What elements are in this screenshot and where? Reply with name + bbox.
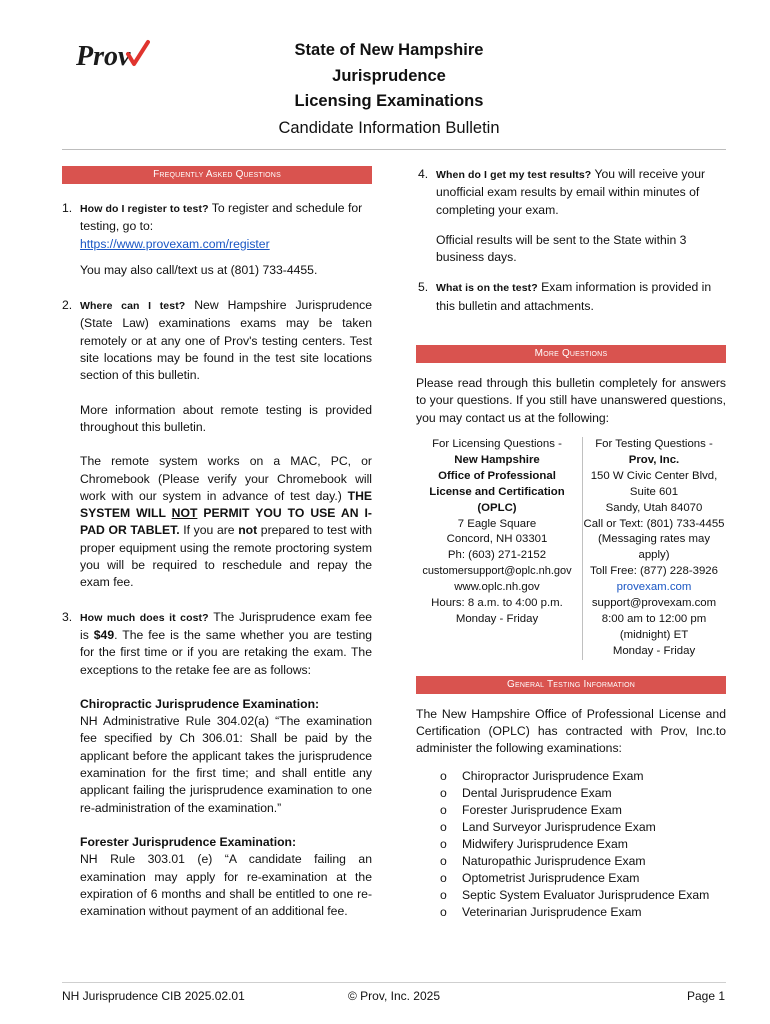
register-link[interactable]: https://www.provexam.com/register xyxy=(80,236,270,251)
exam-name: Chiropractor Jurisprudence Exam xyxy=(462,768,644,783)
faq-answer: You will receive your unofficial exam results by email within minutes of completing your exam. xyxy=(436,167,706,217)
support-email-link[interactable]: support@provexam.com xyxy=(591,597,717,610)
document-title xyxy=(200,38,578,141)
exam-list-item xyxy=(416,904,726,921)
logo-check-icon xyxy=(128,42,148,64)
exam-name: Dental Jurisprudence Exam xyxy=(462,785,612,800)
bullet-icon: o xyxy=(440,768,447,783)
exam-name: Veterinarian Jurisprudence Exam xyxy=(462,905,642,920)
forester-heading: Forester Jurisprudence Examination: xyxy=(80,834,297,849)
faq-number: 3. xyxy=(62,609,73,624)
exam-fee: $49 xyxy=(93,627,115,642)
faq-number: 5. xyxy=(418,280,429,295)
faq-answer: To register and schedule for testing, go to: xyxy=(80,201,363,234)
chiro-heading: Chiropractic Jurisprudence Examination: xyxy=(80,696,320,711)
exam-name: Midwifery Jurisprudence Exam xyxy=(462,836,628,851)
exam-name: Naturopathic Jurisprudence Exam xyxy=(462,854,646,869)
faq-question: When do I get my test results? xyxy=(436,169,592,181)
faq-question: How much does it cost? xyxy=(80,611,209,624)
prov-logo xyxy=(76,38,150,72)
exam-list-item xyxy=(416,887,726,904)
remote-system-paragraph: The remote system works on a MAC, PC, or Chromebook (Please verify your Chromebook will work with our system in advance of test day.) THE SYSTEM WILL NOT PERMIT YOU TO USE AN I-PAD OR TABLET. If you are not prepared to test with proper equipment using the remote proctoring system you will be required to reschedule and repay the exam fee. xyxy=(80,454,372,590)
faq-item-3: 3. How much does it cost? The Jurisprudence exam fee is $49. The fee is the same whether you are testing for the first time or if you are retaking the exam. The exceptions to the retake fee are as follows: Chiropractic Jurisprudence Examination: NH Administrative Rule 304.02(a) “The examination fee specified by Ch 306.01: Shall be paid by the applicant before the applicant takes the jurisprudence examination for the first time; and shall entitle any applicant failing the jurisprudence examination to one re-administration of the examination.” Forester Jurisprudence Examination: NH Rule 303.01 (e) “A candidate failing an examination may apply for re-examination at the expiration of 6 months and shall be entitled to one re-examination without payment of an additional fee. xyxy=(62,609,372,921)
exam-list-item xyxy=(416,819,726,836)
general-info-banner: General Testing Information xyxy=(416,676,726,694)
faq-number: 1. xyxy=(62,201,73,215)
faq-item-1 xyxy=(62,200,372,253)
exam-name: Forester Jurisprudence Exam xyxy=(462,802,622,817)
exam-list-item xyxy=(416,870,726,887)
exam-name: Land Surveyor Jurisprudence Exam xyxy=(462,819,656,834)
faq-answer: Exam information is provided in this bulletin and attachments. xyxy=(436,280,712,313)
forester-rule-text: NH Rule 303.01 (e) “A candidate failing an examination may apply for re-examination at the expiration of 6 months and shall be entitled to one re-examination without payment of an additional fee. xyxy=(80,852,372,919)
bullet-icon: o xyxy=(440,836,447,851)
right-column xyxy=(416,166,726,921)
title-line-1: State of New Hampshire xyxy=(294,41,484,59)
exam-list-item xyxy=(416,785,726,802)
footer-copyright: © Prov, Inc. 2025 xyxy=(348,989,440,1003)
bullet-icon: o xyxy=(440,871,447,886)
bullet-icon: o xyxy=(440,854,447,869)
remote-info-paragraph: More information about remote testing is provided throughout this bulletin. xyxy=(80,402,372,434)
bullet-icon: o xyxy=(440,905,447,920)
footer-page-number: Page 1 xyxy=(687,989,726,1003)
bullet-icon: o xyxy=(440,819,447,834)
oplc-email-link[interactable]: customersupport@oplc.nh.gov xyxy=(422,565,572,578)
exam-name: Optometrist Jurisprudence Exam xyxy=(462,871,640,886)
faq-answer: New Hampshire Jurisprudence (State Law) examinations exams may be taken remotely or at any one of Prov's testing centers. Test site locations may be found in the test site locations section of this bulletin. xyxy=(80,298,372,383)
general-info-intro: The New Hampshire Office of Professional License and Certification (OPLC) has contracted with Prov, Inc.to administer the following examinations: xyxy=(416,706,726,756)
bullet-icon: o xyxy=(440,785,447,800)
logo-text: Prov xyxy=(76,41,131,72)
header-divider xyxy=(62,149,726,150)
oplc-website-link[interactable]: www.oplc.nh.gov xyxy=(454,581,540,594)
title-line-3: Licensing Examinations xyxy=(294,92,484,110)
exam-list-item xyxy=(416,768,726,785)
faq-question: How do I register to test? xyxy=(80,203,209,215)
exam-list-item xyxy=(416,853,726,870)
faq-number: 4. xyxy=(418,167,429,181)
provexam-link[interactable]: provexam.com xyxy=(616,581,692,594)
exam-list-item xyxy=(416,836,726,853)
bullet-icon: o xyxy=(440,802,447,817)
footer-divider xyxy=(62,982,726,983)
faq-banner: Frequently Asked Questions xyxy=(62,166,372,184)
left-column xyxy=(62,166,372,920)
faq-question: What is on the test? xyxy=(436,282,538,295)
exam-name: Septic System Evaluator Jurisprudence Exam xyxy=(462,888,710,903)
faq-item-4 xyxy=(418,166,726,266)
more-questions-intro: Please read through this bulletin completely for answers to your questions. If you still have unanswered questions, you may contact us at the following: xyxy=(416,376,726,425)
call-text-line: You may also call/text us at (801) 733-4455. xyxy=(80,262,318,277)
testing-contact: For Testing Questions - Prov, Inc. 150 W Civic Center Blvd, Suite 601 Sandy, Utah 84070 Call or Text: (801) 733-4455 (Messaging rates may apply) Toll Free: (877) 228-3926 provexam.com support@provexam.com 8:00 am to 12:00 pm (midnight) ET Monday - Friday xyxy=(583,437,725,657)
more-questions-banner: More Questions xyxy=(416,345,726,363)
footer-doc-id: NH Jurisprudence CIB 2025.02.01 xyxy=(62,989,245,1003)
faq-number: 2. xyxy=(62,298,73,313)
title-line-2: Jurisprudence xyxy=(332,66,446,85)
exam-list-item xyxy=(416,802,726,819)
contact-info xyxy=(416,437,726,660)
faq-item-5 xyxy=(418,279,726,315)
chiro-rule-text: NH Administrative Rule 304.02(a) “The examination fee specified by Ch 306.01: Shall be paid by the applicant before the applicant takes the jurisprudence examination for the first time; and shall entitle any applicant failing the jurisprudence examination to one re-administration of the examination.” xyxy=(80,714,372,815)
exam-list xyxy=(416,768,726,922)
official-results-paragraph: Official results will be sent to the State within 3 business days. xyxy=(436,232,687,265)
faq-item-2 xyxy=(62,297,372,591)
document-subtitle: Candidate Information Bulletin xyxy=(278,118,500,137)
licensing-contact: For Licensing Questions - New Hampshire Office of Professional License and Certification (OPLC) 7 Eagle Square Concord, NH 03301 Ph: (603) 271-2152 customersupport@oplc.nh.gov www.oplc.nh.gov Hours: 8 a.m. to 4:00 p.m. Monday - Friday xyxy=(416,437,583,660)
faq-question: Where can I test? xyxy=(80,300,186,313)
bullet-icon: o xyxy=(440,888,447,903)
